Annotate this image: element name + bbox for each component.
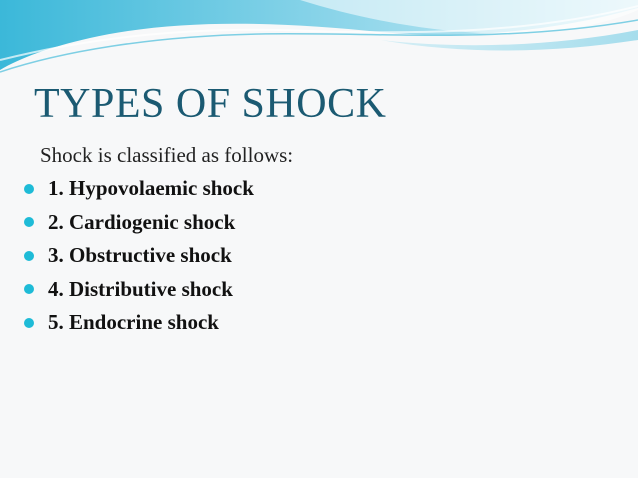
intro-text: Shock is classified as follows: (40, 143, 294, 167)
bullet-icon (24, 284, 34, 294)
list-item (24, 273, 254, 307)
bullet-icon (24, 318, 34, 328)
list-item (24, 239, 254, 273)
list-item-label: 5. Endocrine shock (48, 310, 219, 335)
bullet-icon (24, 251, 34, 261)
bullet-icon (24, 217, 34, 227)
bullet-icon (24, 184, 34, 194)
list-item-label: 2. Cardiogenic shock (48, 209, 236, 234)
slide-title: TYPES OF SHOCK (34, 81, 387, 127)
list-item-label: 3. Obstructive shock (48, 243, 232, 268)
list-item (24, 306, 254, 340)
list-item-label: 1. Hypovolaemic shock (48, 176, 254, 201)
list-item (24, 206, 254, 240)
list-item (24, 172, 254, 206)
list-item-label: 4. Distributive shock (48, 276, 233, 301)
shock-types-list (24, 172, 254, 340)
